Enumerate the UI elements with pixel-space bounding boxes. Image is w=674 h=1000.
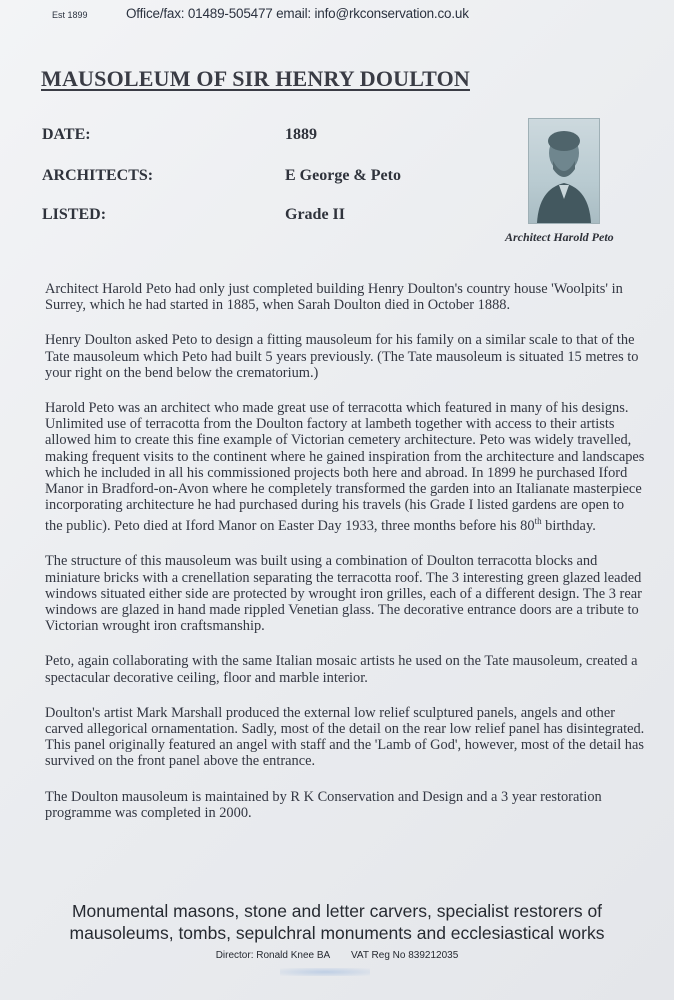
- paragraph: Doulton's artist Mark Marshall produced the external low relief sculptured panels, angels and other carved allegorical ornamentation. Sadly, most of the detail on the rear low relief panel has disintegrated. This panel originally featured an angel with staff and the 'Lamb of God', however, most of the detail has survived on the front panel above the entrance.: [45, 704, 645, 770]
- paragraph: Architect Harold Peto had only just completed building Henry Doulton's country house 'Woolpits' in Surrey, which he had started in 1885, when Sarah Doulton died in October 1888.: [45, 281, 623, 314]
- info-value: E George & Peto: [285, 167, 401, 184]
- footer-tagline-1: Monumental masons, stone and letter carvers, specialist restorers of: [71, 901, 603, 921]
- portrait-caption: Architect Harold Peto: [505, 230, 614, 244]
- paragraph: The structure of this mausoleum was built using a combination of Doulton terracotta blocks and miniature bricks with a crenellation separating the terracotta roof. The 3 interesting green glazed leaded windows situated either side are protected by wrought iron grilles, each of a different design. The 3 rear windows are glazed in hand made rippled Venetian glass. The decorative entrance doors are a tribute to Victorian wrought iron craftsmanship.: [45, 553, 642, 635]
- paragraph: Peto, again collaborating with the same Italian mosaic artists he used on the Tate mausoleum, created a spectacular decorative ceiling, floor and marble interior.: [45, 653, 638, 686]
- paragraph: Harold Peto was an architect who made great use of terracotta which featured in many of his designs. Unlimited use of terracotta from the Doulton factory at lambeth together with access to their artists allowed him to create this fine example of Victorian cemetery architecture. Peto was widely travelled, making frequent visits to the continent where he gained inspiration from the architecture and landscapes which he included in all his commissioned projects both here and abroad. In 1899 he purchased Iford Manor in Bradford-on-Avon where he completely transformed the garden into an Italianate masterpiece incorporating architecture he had purchased during his travels (his Grade I listed gardens are open to the public). Peto died at Iford Manor on Easter Day 1933, three months before his 80th birthday.: [45, 400, 645, 535]
- company-header: [0, 0, 674, 28]
- footer-tagline-2: mausoleums, tombs, sepulchral monuments and ecclesiastical works: [69, 923, 605, 943]
- established-year: Est 1899: [52, 10, 88, 20]
- info-label: LISTED:: [42, 206, 107, 223]
- portrait-image: [528, 118, 600, 224]
- footer: [0, 900, 674, 961]
- info-value: Grade II: [285, 206, 345, 223]
- paragraph: Henry Doulton asked Peto to design a fitting mausoleum for his family on a similar scale to that of the Tate mausoleum which Peto had built 5 years previously. (The Tate mausoleum is situated 15 metres to your right on the bend below the crematorium.): [45, 332, 639, 381]
- info-label: ARCHITECTS:: [42, 167, 154, 184]
- light-glare: [280, 968, 370, 976]
- portrait-figure-icon: [529, 119, 599, 223]
- paragraph: The Doulton mausoleum is maintained by R K Conservation and Design and a 3 year restoration programme was completed in 2000.: [45, 788, 602, 821]
- contact-details: Office/fax: 01489-505477 email: info@rkconservation.co.uk: [126, 6, 469, 21]
- info-label: DATE:: [42, 126, 91, 143]
- body-text: [45, 281, 645, 840]
- info-value: 1889: [285, 126, 317, 143]
- footer-legal: [0, 950, 674, 961]
- vat-number: VAT Reg No 839212035: [350, 950, 459, 961]
- page-title: MAUSOLEUM OF SIR HENRY DOULTON: [41, 66, 470, 91]
- director-name: Director: Ronald Knee BA: [215, 950, 331, 961]
